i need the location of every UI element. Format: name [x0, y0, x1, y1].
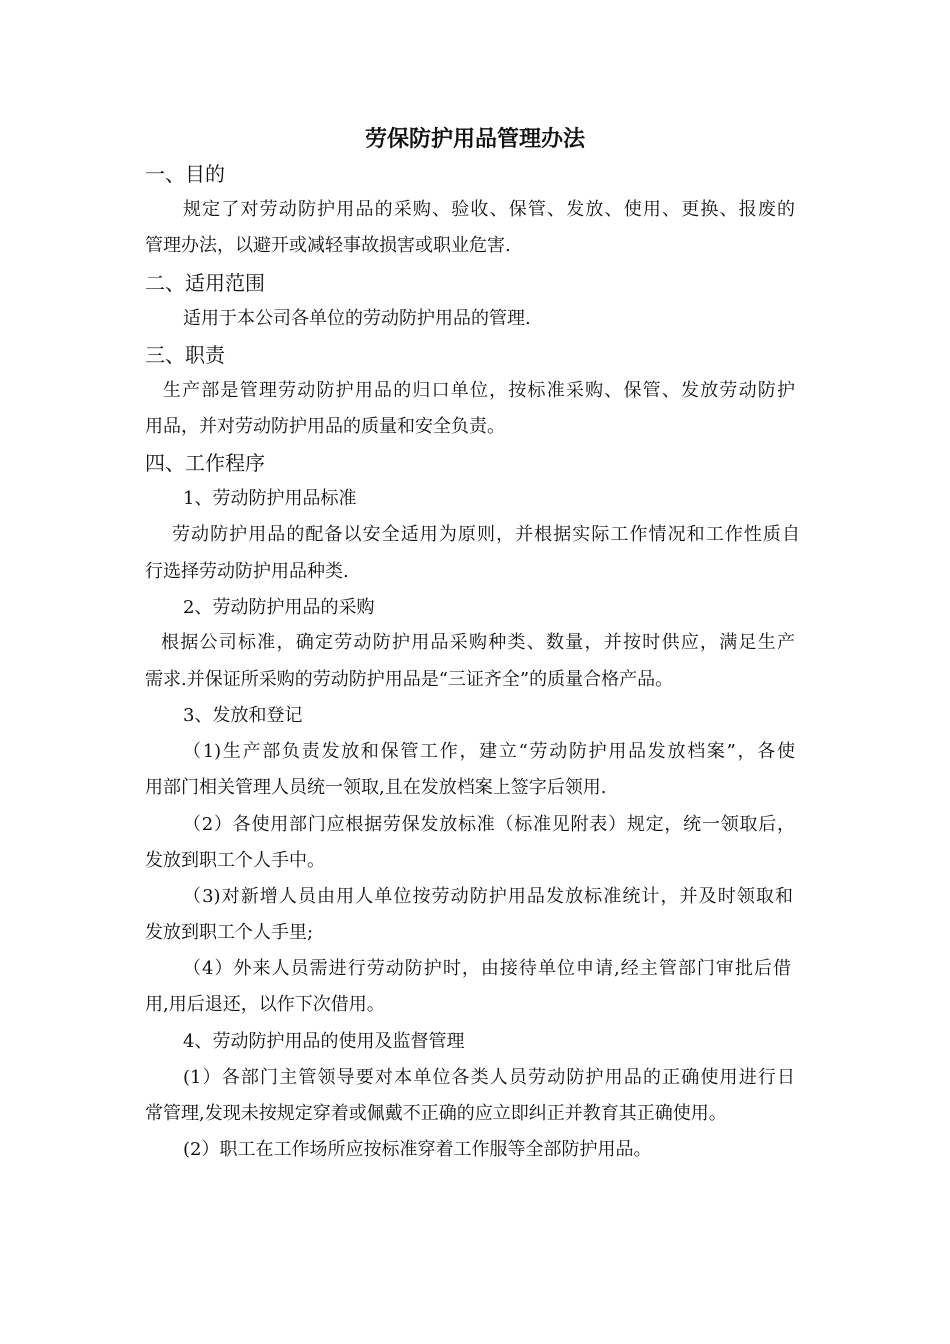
- subsection-heading: 1、劳动防护用品标准: [183, 488, 357, 509]
- paragraph-line: （4）外来人员需进行劳动防护时，由接待单位申请,经主管部门审批后借: [183, 958, 791, 979]
- document-title: 劳保防护用品管理办法: [364, 126, 585, 152]
- subsection-heading: 4、劳动防护用品的使用及监督管理: [183, 1031, 465, 1052]
- paragraph-line: 发放到职工个人手里;: [145, 922, 314, 943]
- subsection-heading: 3、发放和登记: [183, 705, 303, 726]
- paragraph-line: 规定了对劳动防护用品的采购、验收、保管、发放、使用、更换、报废的: [183, 199, 795, 220]
- section-heading-scope: 二、适用范围: [145, 271, 265, 295]
- paragraph-line: 用部门相关管理人员统一领取,且在发放档案上签字后领用.: [145, 777, 607, 798]
- paragraph-line: (1）各部门主管领导要对本单位各类人员劳动防护用品的正确使用进行日: [183, 1067, 795, 1088]
- paragraph-line: 适用于本公司各单位的劳动防护用品的管理.: [183, 308, 531, 329]
- paragraph-line: （3)对新增人员由用人单位按劳动防护用品发放标准统计，并及时领取和: [183, 886, 793, 907]
- paragraph-line: 发放到职工个人手中。: [145, 850, 325, 871]
- paragraph-line: 根据公司标准，确定劳动防护用品采购种类、数量，并按时供应，满足生产: [161, 632, 795, 653]
- subsection-heading: 2、劳动防护用品的采购: [183, 597, 375, 618]
- paragraph-line: （2）各使用部门应根据劳保发放标准（标准见附表）规定，统一领取后，: [183, 814, 795, 835]
- section-heading-procedure: 四、工作程序: [145, 451, 265, 475]
- section-heading-duties: 三、职责: [145, 343, 225, 367]
- paragraph-line: 需求.并保证所采购的劳动防护用品是“三证齐全”的质量合格产品。: [145, 669, 674, 690]
- paragraph-line: (2）职工在工作场所应按标准穿着工作服等全部防护用品。: [183, 1139, 652, 1160]
- paragraph-line: （1)生产部负责发放和保管工作，建立“劳动防护用品发放档案”，各使: [183, 741, 795, 762]
- paragraph-line: 用,用后退还，以作下次借用。: [145, 994, 385, 1015]
- section-heading-purpose: 一、目的: [145, 162, 225, 186]
- paragraph-line: 生产部是管理劳动防护用品的归口单位，按标准采购、保管、发放劳动防护: [163, 380, 795, 401]
- paragraph-line: 管理办法，以避开或减轻事故损害或职业危害.: [145, 235, 511, 256]
- paragraph-line: 行选择劳动防护用品种类.: [145, 561, 349, 582]
- paragraph-line: 用品，并对劳动防护用品的质量和安全负责。: [145, 416, 505, 437]
- paragraph-line: 常管理,发现未按规定穿着或佩戴不正确的应立即纠正并教育其正确使用。: [145, 1103, 727, 1124]
- paragraph-line: 劳动防护用品的配备以安全适用为原则，并根据实际工作情况和工作性质自: [172, 524, 800, 545]
